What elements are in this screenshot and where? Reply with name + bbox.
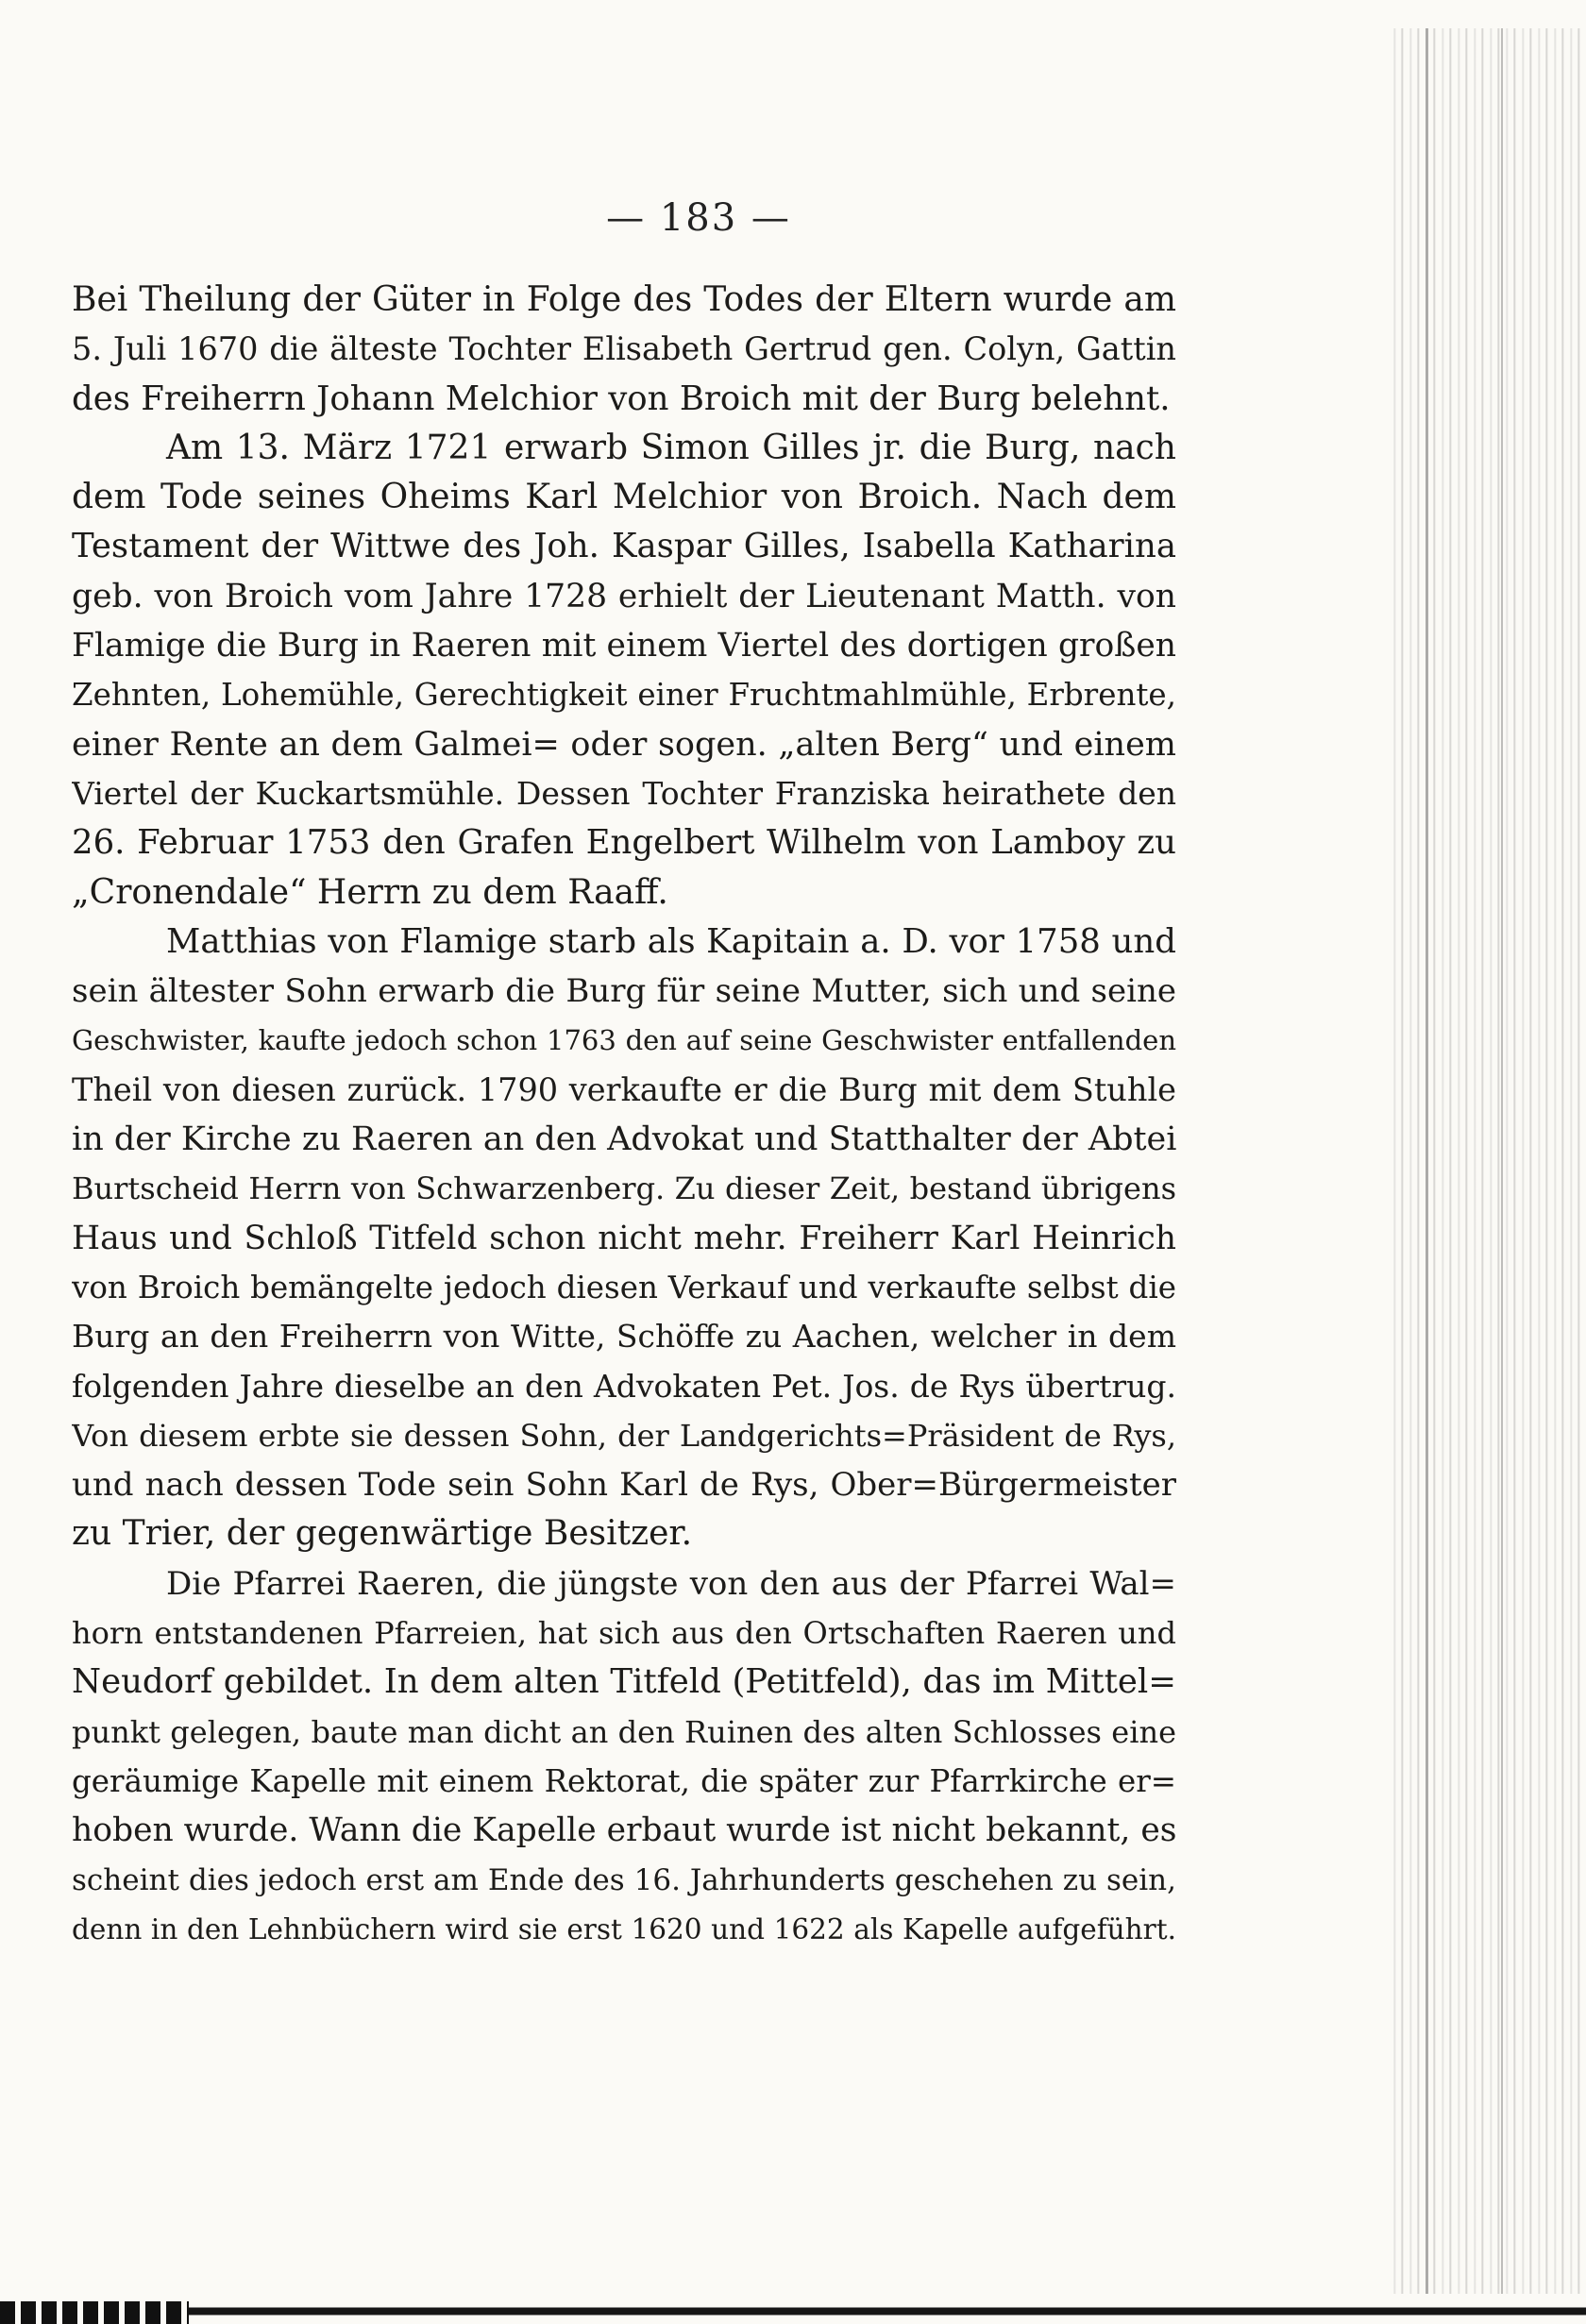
paragraph-2 — [72, 424, 1176, 918]
text-line: scheint dies jedoch erst am Ende des 16. Jahrhunderts geschehen zu sein, — [72, 1862, 1176, 1897]
text-line: denn in den Lehnbüchern wird sie erst 1620 und 1622 als Kapelle aufgeführt. — [72, 1912, 1176, 1945]
text-line: 5. Juli 1670 die älteste Tochter Elisabeth Gertrud gen. Colyn, Gattin — [72, 330, 1176, 368]
paragraph-3 — [72, 918, 1176, 1559]
text-line: 26. Februar 1753 den Grafen Engelbert Wilhelm von Lamboy zu — [72, 823, 1176, 863]
text-line: Geschwister, kaufte jedoch schon 1763 den auf seine Geschwister entfallenden — [72, 1024, 1176, 1057]
scan-tick-marks — [0, 2301, 189, 2324]
text-line: Testament der Wittwe des Joh. Kaspar Gilles, Isabella Katharina — [72, 527, 1176, 566]
text-line: Flamige die Burg in Raeren mit einem Viertel des dortigen großen — [72, 627, 1176, 665]
text-line: Neudorf gebildet. In dem alten Titfeld (Petitfeld), das im Mittel= — [72, 1662, 1176, 1702]
text-line: hoben wurde. Wann die Kapelle erbaut wurde ist nicht bekannt, es — [72, 1811, 1176, 1850]
text-line: horn entstandenen Pfarreien, hat sich aus den Ortschaften Raeren und — [72, 1615, 1176, 1652]
text-line: von Broich bemängelte jedoch diesen Verkauf und verkaufte selbst die — [72, 1269, 1176, 1305]
text-line: Viertel der Kuckartsmühle. Dessen Tochter Franziska heirathete den — [72, 774, 1176, 812]
paragraph-1 — [72, 276, 1176, 424]
text-line: Von diesem erbte sie dessen Sohn, der Landgerichts=Präsident de Rys, — [72, 1417, 1176, 1454]
text-line: Am 13. März 1721 erwarb Simon Gilles jr. die Burg, nach — [166, 428, 1176, 467]
bottom-scan-strip — [0, 2301, 1586, 2324]
text-line: Burtscheid Herrn von Schwarzenberg. Zu dieser Zeit, bestand übrigens — [72, 1170, 1176, 1207]
text-line: Burg an den Freiherrn von Witte, Schöffe zu Aachen, welcher in dem — [72, 1318, 1176, 1356]
text-line: und nach dessen Tode sein Sohn Karl de Rys, Ober=Bürgermeister — [72, 1466, 1176, 1505]
text-line: einer Rente an dem Galmei= oder sogen. „alten Berg“ und einem — [72, 725, 1176, 764]
text-line: in der Kirche zu Raeren an den Advokat und Statthalter der Abtei — [72, 1120, 1176, 1159]
text-line: Matthias von Flamige starb als Kapitain a. D. vor 1758 und — [166, 921, 1176, 961]
text-line: des Freiherrn Johann Melchior von Broich mit der Burg belehnt. — [72, 379, 1171, 418]
text-line: Haus und Schloß Titfeld schon nicht mehr. Freiherr Karl Heinrich — [72, 1219, 1176, 1257]
text-line: dem Tode seines Oheims Karl Melchior von Broich. Nach dem — [72, 478, 1176, 517]
text-line: Theil von diesen zurück. 1790 verkaufte er die Burg mit dem Stuhle — [72, 1070, 1176, 1108]
text-line: folgenden Jahre dieselbe an den Advokaten Pet. Jos. de Rys übertrug. — [72, 1367, 1176, 1405]
page-number: — 183 — — [606, 196, 791, 240]
text-line: geb. von Broich vom Jahre 1728 erhielt der Lieutenant Matth. von — [72, 577, 1176, 615]
text-line: punkt gelegen, baute man dicht an den Ruinen des alten Schlosses eine — [72, 1713, 1176, 1750]
paragraph-4 — [72, 1559, 1176, 1954]
text-line: Zehnten, Lohemühle, Gerechtigkeit einer Fruchtmahlmühle, Erbrente, — [72, 677, 1176, 714]
body-text — [72, 276, 1176, 1954]
text-line: Bei Theilung der Güter in Folge des Todes der Eltern wurde am — [72, 280, 1176, 319]
text-line: Die Pfarrei Raeren, die jüngste von den aus der Pfarrei Wal= — [166, 1564, 1176, 1603]
binding-edge-scan-artifact — [1388, 28, 1586, 2294]
text-line: sein ältester Sohn erwarb die Burg für seine Mutter, sich und seine — [72, 972, 1176, 1011]
text-line: zu Trier, der gegenwärtige Besitzer. — [72, 1514, 693, 1554]
text-line: geräumige Kapelle mit einem Rektorat, die später zur Pfarrkirche er= — [72, 1762, 1176, 1799]
text-line: „Cronendale“ Herrn zu dem Raaff. — [72, 872, 668, 912]
